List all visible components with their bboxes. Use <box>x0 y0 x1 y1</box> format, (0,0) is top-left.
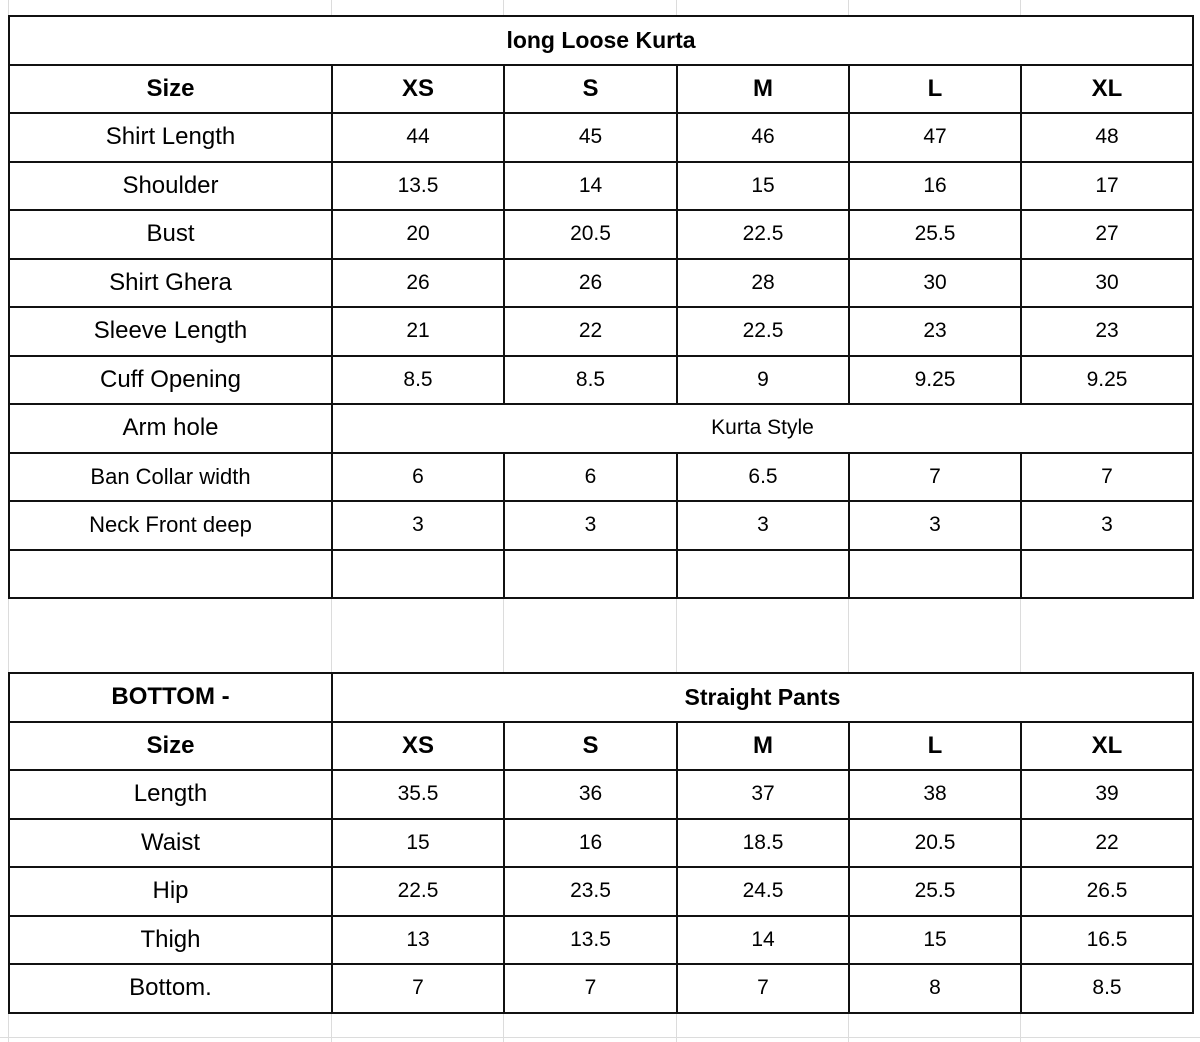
measurement-value[interactable]: 26 <box>504 259 677 308</box>
measurement-value[interactable]: 6 <box>504 453 677 502</box>
table-row <box>9 307 1193 356</box>
measurement-value[interactable]: 16.5 <box>1021 916 1193 965</box>
table-title[interactable]: long Loose Kurta <box>9 16 1193 65</box>
measurement-label[interactable]: Bust <box>9 210 332 259</box>
table-row <box>9 770 1193 819</box>
size-header-cell[interactable]: M <box>677 722 849 771</box>
size-header-cell[interactable]: M <box>677 65 849 114</box>
table-row <box>9 964 1193 1013</box>
sheet-gridline <box>0 1037 1200 1038</box>
pants-size-table <box>8 672 1194 1014</box>
measurement-value[interactable]: 13.5 <box>504 916 677 965</box>
kurta-size-table <box>8 15 1194 599</box>
measurement-value[interactable]: 45 <box>504 113 677 162</box>
measurement-value[interactable]: 14 <box>677 916 849 965</box>
measurement-value[interactable]: 30 <box>849 259 1021 308</box>
size-header-cell[interactable]: S <box>504 722 677 771</box>
measurement-value[interactable]: 7 <box>504 964 677 1013</box>
measurement-value[interactable]: 15 <box>849 916 1021 965</box>
table-row <box>9 210 1193 259</box>
measurement-value[interactable]: 37 <box>677 770 849 819</box>
table-row <box>9 356 1193 405</box>
table-row <box>9 550 1193 599</box>
measurement-value[interactable]: 8.5 <box>332 356 504 405</box>
measurement-value[interactable]: 30 <box>1021 259 1193 308</box>
table-row <box>9 162 1193 211</box>
measurement-label[interactable]: Thigh <box>9 916 332 965</box>
measurement-value[interactable]: 21 <box>332 307 504 356</box>
measurement-value[interactable]: 7 <box>677 964 849 1013</box>
measurement-value[interactable]: 47 <box>849 113 1021 162</box>
size-label-header[interactable]: Size <box>9 65 332 114</box>
measurement-value[interactable]: 25.5 <box>849 210 1021 259</box>
measurement-value[interactable]: 48 <box>1021 113 1193 162</box>
measurement-value[interactable] <box>677 550 849 599</box>
measurement-value[interactable]: 26.5 <box>1021 867 1193 916</box>
measurement-value[interactable]: 28 <box>677 259 849 308</box>
measurement-value[interactable]: 16 <box>849 162 1021 211</box>
measurement-label[interactable]: Length <box>9 770 332 819</box>
table-title[interactable]: Straight Pants <box>332 673 1193 722</box>
measurement-value[interactable]: 22 <box>1021 819 1193 868</box>
size-header-cell[interactable]: L <box>849 65 1021 114</box>
measurement-label[interactable]: Arm hole <box>9 404 332 453</box>
measurement-label[interactable]: Cuff Opening <box>9 356 332 405</box>
title-row <box>9 16 1193 65</box>
section-label[interactable]: BOTTOM - <box>9 673 332 722</box>
measurement-value[interactable]: 39 <box>1021 770 1193 819</box>
measurement-value[interactable] <box>1021 550 1193 599</box>
measurement-value[interactable]: 7 <box>332 964 504 1013</box>
measurement-value[interactable]: 20.5 <box>849 819 1021 868</box>
merged-value-cell[interactable]: Kurta Style <box>332 404 1193 453</box>
table-row <box>9 867 1193 916</box>
measurement-value[interactable]: 13.5 <box>332 162 504 211</box>
measurement-value[interactable]: 44 <box>332 113 504 162</box>
measurement-value[interactable]: 36 <box>504 770 677 819</box>
measurement-value[interactable]: 15 <box>332 819 504 868</box>
measurement-label[interactable]: Shirt Ghera <box>9 259 332 308</box>
measurement-label[interactable]: Bottom. <box>9 964 332 1013</box>
measurement-value[interactable]: 9.25 <box>1021 356 1193 405</box>
measurement-value[interactable]: 3 <box>1021 501 1193 550</box>
measurement-value[interactable]: 8.5 <box>504 356 677 405</box>
measurement-label[interactable]: Shoulder <box>9 162 332 211</box>
measurement-value[interactable]: 22.5 <box>677 307 849 356</box>
measurement-label[interactable] <box>9 550 332 599</box>
header-row <box>9 65 1193 114</box>
measurement-value[interactable]: 24.5 <box>677 867 849 916</box>
table-row <box>9 259 1193 308</box>
measurement-value[interactable]: 15 <box>677 162 849 211</box>
measurement-value[interactable]: 20 <box>332 210 504 259</box>
measurement-value[interactable]: 25.5 <box>849 867 1021 916</box>
measurement-value[interactable]: 3 <box>504 501 677 550</box>
measurement-value[interactable]: 8.5 <box>1021 964 1193 1013</box>
measurement-value[interactable]: 3 <box>677 501 849 550</box>
measurement-value[interactable]: 20.5 <box>504 210 677 259</box>
measurement-value[interactable]: 46 <box>677 113 849 162</box>
measurement-value[interactable] <box>849 550 1021 599</box>
measurement-value[interactable]: 23.5 <box>504 867 677 916</box>
measurement-label[interactable]: Shirt Length <box>9 113 332 162</box>
header-row <box>9 722 1193 771</box>
measurement-value[interactable]: 22.5 <box>677 210 849 259</box>
measurement-value[interactable]: 38 <box>849 770 1021 819</box>
measurement-value[interactable]: 9.25 <box>849 356 1021 405</box>
measurement-value[interactable] <box>332 550 504 599</box>
measurement-value[interactable]: 7 <box>1021 453 1193 502</box>
measurement-value[interactable]: 23 <box>1021 307 1193 356</box>
title-row <box>9 673 1193 722</box>
measurement-value[interactable]: 13 <box>332 916 504 965</box>
measurement-value[interactable]: 35.5 <box>332 770 504 819</box>
size-label-header[interactable]: Size <box>9 722 332 771</box>
size-header-cell[interactable]: XS <box>332 722 504 771</box>
measurement-label[interactable]: Neck Front deep <box>9 501 332 550</box>
measurement-value[interactable]: 6.5 <box>677 453 849 502</box>
measurement-value[interactable]: 7 <box>849 453 1021 502</box>
measurement-value[interactable]: 23 <box>849 307 1021 356</box>
size-header-cell[interactable]: XL <box>1021 65 1193 114</box>
measurement-value[interactable] <box>504 550 677 599</box>
table-row <box>9 404 1193 453</box>
measurement-label[interactable]: Hip <box>9 867 332 916</box>
measurement-value[interactable]: 18.5 <box>677 819 849 868</box>
measurement-label[interactable]: Sleeve Length <box>9 307 332 356</box>
measurement-label[interactable]: Ban Collar width <box>9 453 332 502</box>
measurement-value[interactable]: 27 <box>1021 210 1193 259</box>
measurement-value[interactable]: 3 <box>332 501 504 550</box>
measurement-value[interactable]: 26 <box>332 259 504 308</box>
measurement-value[interactable]: 3 <box>849 501 1021 550</box>
size-header-cell[interactable]: S <box>504 65 677 114</box>
measurement-value[interactable]: 16 <box>504 819 677 868</box>
table-row <box>9 113 1193 162</box>
size-header-cell[interactable]: L <box>849 722 1021 771</box>
table-row <box>9 453 1193 502</box>
size-header-cell[interactable]: XS <box>332 65 504 114</box>
measurement-value[interactable]: 14 <box>504 162 677 211</box>
measurement-label[interactable]: Waist <box>9 819 332 868</box>
measurement-value[interactable]: 8 <box>849 964 1021 1013</box>
table-row <box>9 916 1193 965</box>
measurement-value[interactable]: 9 <box>677 356 849 405</box>
measurement-value[interactable]: 22.5 <box>332 867 504 916</box>
size-header-cell[interactable]: XL <box>1021 722 1193 771</box>
measurement-value[interactable]: 22 <box>504 307 677 356</box>
measurement-value[interactable]: 17 <box>1021 162 1193 211</box>
table-row <box>9 819 1193 868</box>
table-row <box>9 501 1193 550</box>
measurement-value[interactable]: 6 <box>332 453 504 502</box>
